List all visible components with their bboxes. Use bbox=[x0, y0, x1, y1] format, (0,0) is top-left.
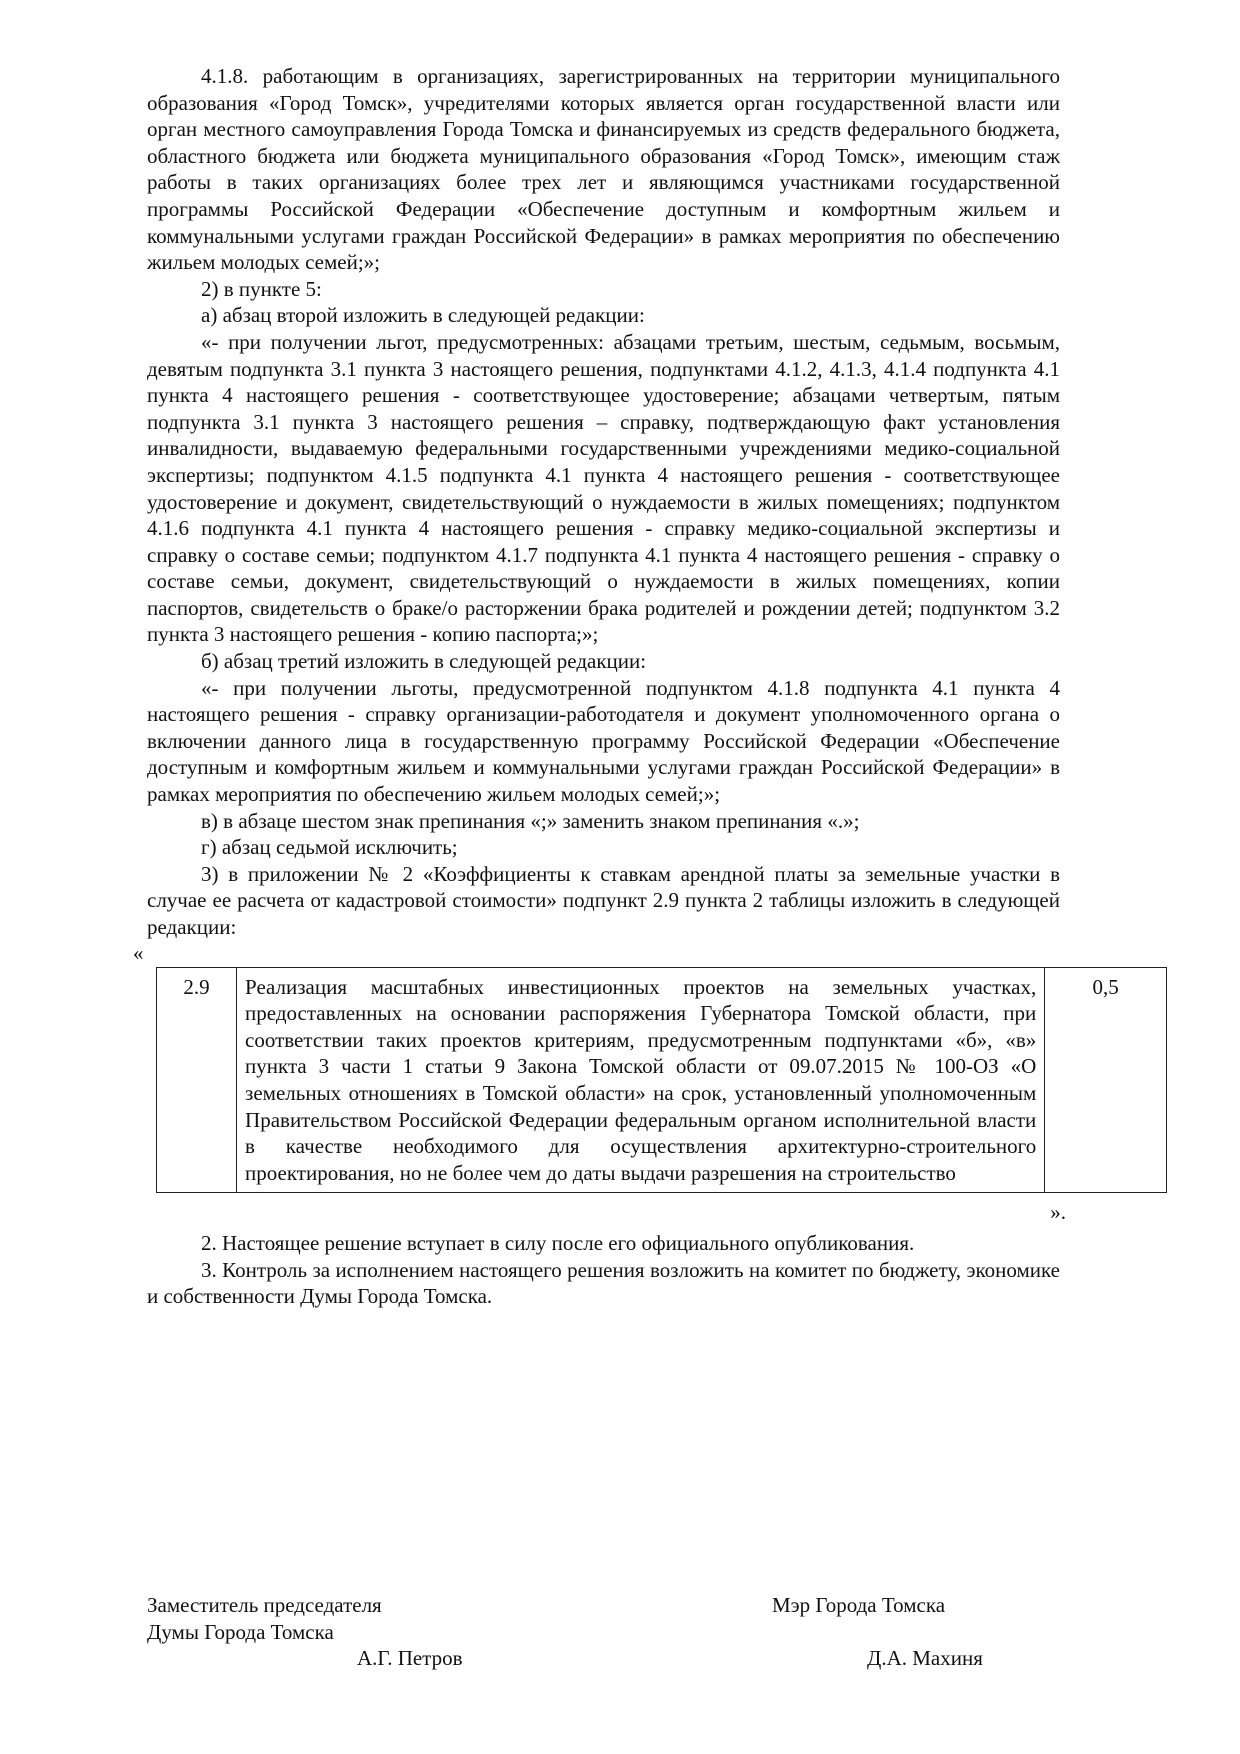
paragraph-item-2b: б) абзац третий изложить в следующей редакции: bbox=[201, 649, 647, 674]
quote-open-mark: « bbox=[133, 940, 144, 965]
row-description: Реализация масштабных инвестиционных проектов на земельных участках, предоставленных на основании распоряжения Губернатора Томской области, при соответствии таких проектов критериям, предусмотренным подпунктами «б», «в» пункта 3 части 1 статьи 9 Закона Томской области от 09.07.2015 № 100-ОЗ «О земельных отношениях в Томской области» на срок, установленный уполномоченным Правительством Российской Федерации федеральным органом исполнительной власти в качестве необходимого для осуществления архитектурно-строительного проектирования, но не более чем до даты выдачи разрешения на строительство bbox=[237, 967, 1045, 1193]
signature-left-name: А.Г. Петров bbox=[357, 1646, 463, 1670]
paragraph-item-2b-text: «- при получении льготы, предусмотренной подпунктом 4.1.8 подпункта 4.1 пункта 4 настоящего решения - справку организации-работодателя и документ уполномоченного органа о включении данного лица в государственную программу Российской Федерации «Обеспечение доступным и комфортным жильем и коммунальными услугами граждан Российской Федерации» в рамках мероприятия по обеспечению жильем молодых семей;»; bbox=[147, 675, 1060, 807]
paragraph-item-2a-text: «- при получении льгот, предусмотренных: абзацами третьим, шестым, седьмым, восьмым, девятым подпункта 3.1 пункта 3 настоящего решения, подпунктами 4.1.2, 4.1.3, 4.1.4 подпункта 4.1 пункта 4 настоящего решения - соответствующее удостоверение; абзацами четвертым, пятым подпункта 3.1 пункта 3 настоящего решения – справку, подтверждающую факт установления инвалидности, выдаваемую федеральными государственными учреждениями медико-социальной экспертизы; подпунктом 4.1.5 подпункта 4.1 пункта 4 настоящего решения - соответствующее удостоверение и документ, свидетельствующий о нуждаемости в жилых помещениях; подпунктом 4.1.6 подпункта 4.1 пункта 4 настоящего решения - справку медико-социальной экспертизы и справку о составе семьи; подпунктом 4.1.7 подпункта 4.1 пункта 4 настоящего решения - справку о составе семьи, документ, свидетельствующий о нуждаемости в жилых помещениях, копии паспортов, свидетельств о браке/о расторжении брака родителей и рождении детей; подпунктом 3.2 пункта 3 настоящего решения - копию паспорта;»; bbox=[147, 329, 1060, 647]
closing-paragraphs bbox=[147, 1230, 1060, 1310]
signature-left-title bbox=[147, 1592, 382, 1645]
quote-close-mark: ». bbox=[1050, 1200, 1066, 1225]
paragraph-item-2: 2) в пункте 5: bbox=[201, 276, 322, 301]
paragraph-item-3: 3) в приложении № 2 «Коэффициенты к ставкам арендной платы за земельные участки в случае ее расчета от кадастровой стоимости» подпункт 2.9 пункта 2 таблицы изложить в следующей редакции: bbox=[147, 861, 1060, 939]
row-number: 2.9 bbox=[157, 967, 237, 1193]
amendment-table bbox=[156, 967, 1167, 1194]
duma-title: Думы Города Томска bbox=[147, 1619, 334, 1644]
paragraph-control: 3. Контроль за исполнением настоящего решения возложить на комитет по бюджету, экономике и собственности Думы Города Томска. bbox=[147, 1257, 1060, 1309]
document-body bbox=[133, 63, 1119, 1310]
signature-right-name: Д.А. Махиня bbox=[867, 1646, 983, 1670]
row-coefficient: 0,5 bbox=[1045, 967, 1167, 1193]
paragraph-4-1-8: 4.1.8. работающим в организациях, зарегистрированных на территории муниципального образования «Город Томск», учредителями которых является орган государственной власти или орган местного самоуправления Города Томска и финансируемых из средств федерального бюджета, областного бюджета или бюджета муниципального образования «Город Томск», имеющим стаж работы в таких организациях более трех лет и являющимся участниками государственной программы Российской Федерации «Обеспечение доступным и комфортным жильем и коммунальными услугами граждан Российской Федерации» в рамках мероприятия по обеспечению жильем молодых семей;»; bbox=[147, 64, 1060, 275]
deputy-chair-title: Заместитель председателя bbox=[147, 1593, 382, 1617]
paragraph-item-2v: в) в абзаце шестом знак препинания «;» заменить знаком препинания «.»; bbox=[201, 808, 860, 833]
paragraph-item-2g: г) абзац седьмой исключить; bbox=[201, 835, 458, 860]
paragraph-item-2a: а) абзац второй изложить в следующей редакции: bbox=[201, 303, 645, 328]
table-row bbox=[157, 967, 1167, 1193]
mayor-title: Мэр Города Томска bbox=[772, 1593, 946, 1617]
paragraph-entry-into-force: 2. Настоящее решение вступает в силу после его официального опубликования. bbox=[201, 1230, 915, 1255]
